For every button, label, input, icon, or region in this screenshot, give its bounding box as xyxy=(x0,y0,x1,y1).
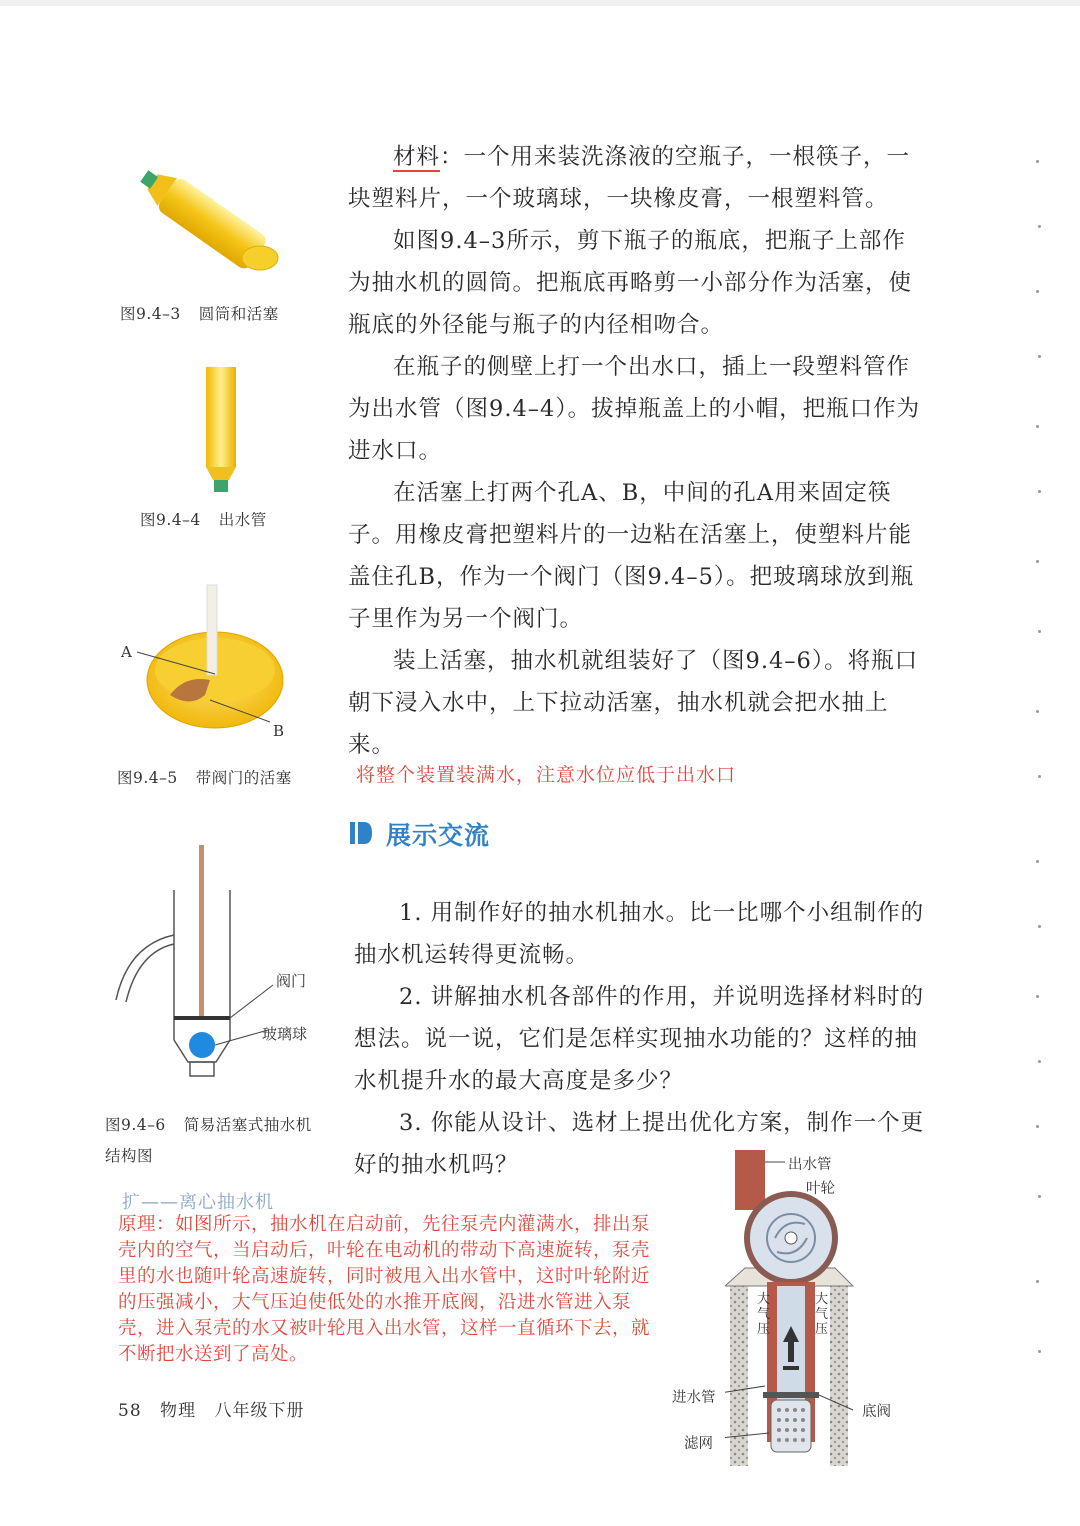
figure-outlet-pipe xyxy=(195,362,255,502)
paragraph-assemble: 装上活塞，抽水机就组装好了（图9.4–6）。将瓶口朝下浸入水中，上下拉动活塞，抽水机就会把水抽上来。 xyxy=(348,648,919,758)
label-foot-valve: 底阀 xyxy=(862,1404,891,1420)
paragraph-outlet: 在瓶子的侧壁上打一个出水口，插上一段塑料管作为出水管（图9.4–4）。拔掉瓶盖上的小帽，把瓶口作为进水口。 xyxy=(348,354,921,464)
section-title: 展示交流 xyxy=(386,821,491,850)
fig6-caption: 图9.4–6 简易活塞式抽水机 xyxy=(105,1116,312,1134)
section-marker-icon xyxy=(350,820,374,846)
extension-body: 原理：如图所示，抽水机在启动前，先往泵壳内灌满水，排出泵壳内的空气，当启动后，叶轮在电动机的带动下高速旋转，泵壳里的水也随叶轮高速旋转，同时被甩入出水管中，这时叶轮附近的压强减小，大气压迫使低处的水推开底阀，沿进水管进入泵壳，进入泵壳的水又被叶轮甩入出水管，这样一直循环下去，就不断把水送到了高处。 xyxy=(118,1214,651,1365)
label-atm-left: 大气压 xyxy=(757,1292,771,1337)
handwritten-note: 将整个装置装满水，注意水位应低于出水口 xyxy=(356,764,737,786)
question-3: 3. 你能从设计、选材上提出优化方案，制作一个更好的抽水机吗？ xyxy=(354,1110,925,1178)
fig6-caption-line2: 结构图 xyxy=(105,1147,154,1165)
scan-top-edge xyxy=(0,0,1080,6)
label-impeller: 叶轮 xyxy=(806,1181,835,1197)
extension-title: 扩——离心抽水机 xyxy=(122,1192,274,1213)
question-1: 1. 用制作好的抽水机抽水。比一比哪个小组制作的抽水机运转得更流畅。 xyxy=(354,900,925,968)
page-footer xyxy=(118,1396,304,1421)
footer-subject: 物理 xyxy=(160,1401,197,1421)
figure-cylinder-and-piston xyxy=(120,160,290,280)
fig3-caption: 图9.4–3 圆筒和活塞 xyxy=(120,305,279,323)
figure-centrifugal-pump xyxy=(725,1148,865,1478)
figure-pump-structure xyxy=(108,840,348,1100)
label-inlet-pipe: 进水管 xyxy=(672,1390,716,1406)
fig5-caption: 图9.4–5 带阀门的活塞 xyxy=(117,769,292,787)
label-atm-right: 大气压 xyxy=(815,1292,829,1337)
fig6-label-valve: 阀门 xyxy=(276,972,307,990)
question-2: 2. 讲解抽水机各部件的作用，并说明选择材料时的想法。说一说，它们是怎样实现抽水功能的？这样的抽水机提升水的最大高度是多少？ xyxy=(354,984,925,1094)
fig5-label-b: B xyxy=(273,722,285,740)
paragraph-materials: 材料：一个用来装洗涤液的空瓶子，一根筷子，一块塑料片，一个玻璃球，一块橡皮膏，一根塑料管。 xyxy=(348,144,911,212)
fig4-caption: 图9.4–4 出水管 xyxy=(140,511,267,529)
footer-grade: 八年级下册 xyxy=(214,1401,305,1421)
paragraph-cylinder: 如图9.4–3所示，剪下瓶子的瓶底，把瓶子上部作为抽水机的圆筒。把瓶底再略剪一小部分作为活塞，使瓶底的外径能与瓶子的内径相吻合。 xyxy=(348,228,913,338)
page-number: 58 xyxy=(118,1401,142,1421)
label-outlet-pipe: 出水管 xyxy=(788,1157,832,1173)
label-filter: 滤网 xyxy=(684,1436,713,1452)
fig6-label-ball: 玻璃球 xyxy=(262,1025,308,1043)
fig5-label-a: A xyxy=(121,643,132,661)
paragraph-piston: 在活塞上打两个孔A、B，中间的孔A用来固定筷子。用橡皮膏把塑料片的一边粘在活塞上，使塑料片能盖住孔B，作为一个阀门（图9.4–5）。把玻璃球放到瓶子里作为另一个阀门。 xyxy=(348,480,915,632)
